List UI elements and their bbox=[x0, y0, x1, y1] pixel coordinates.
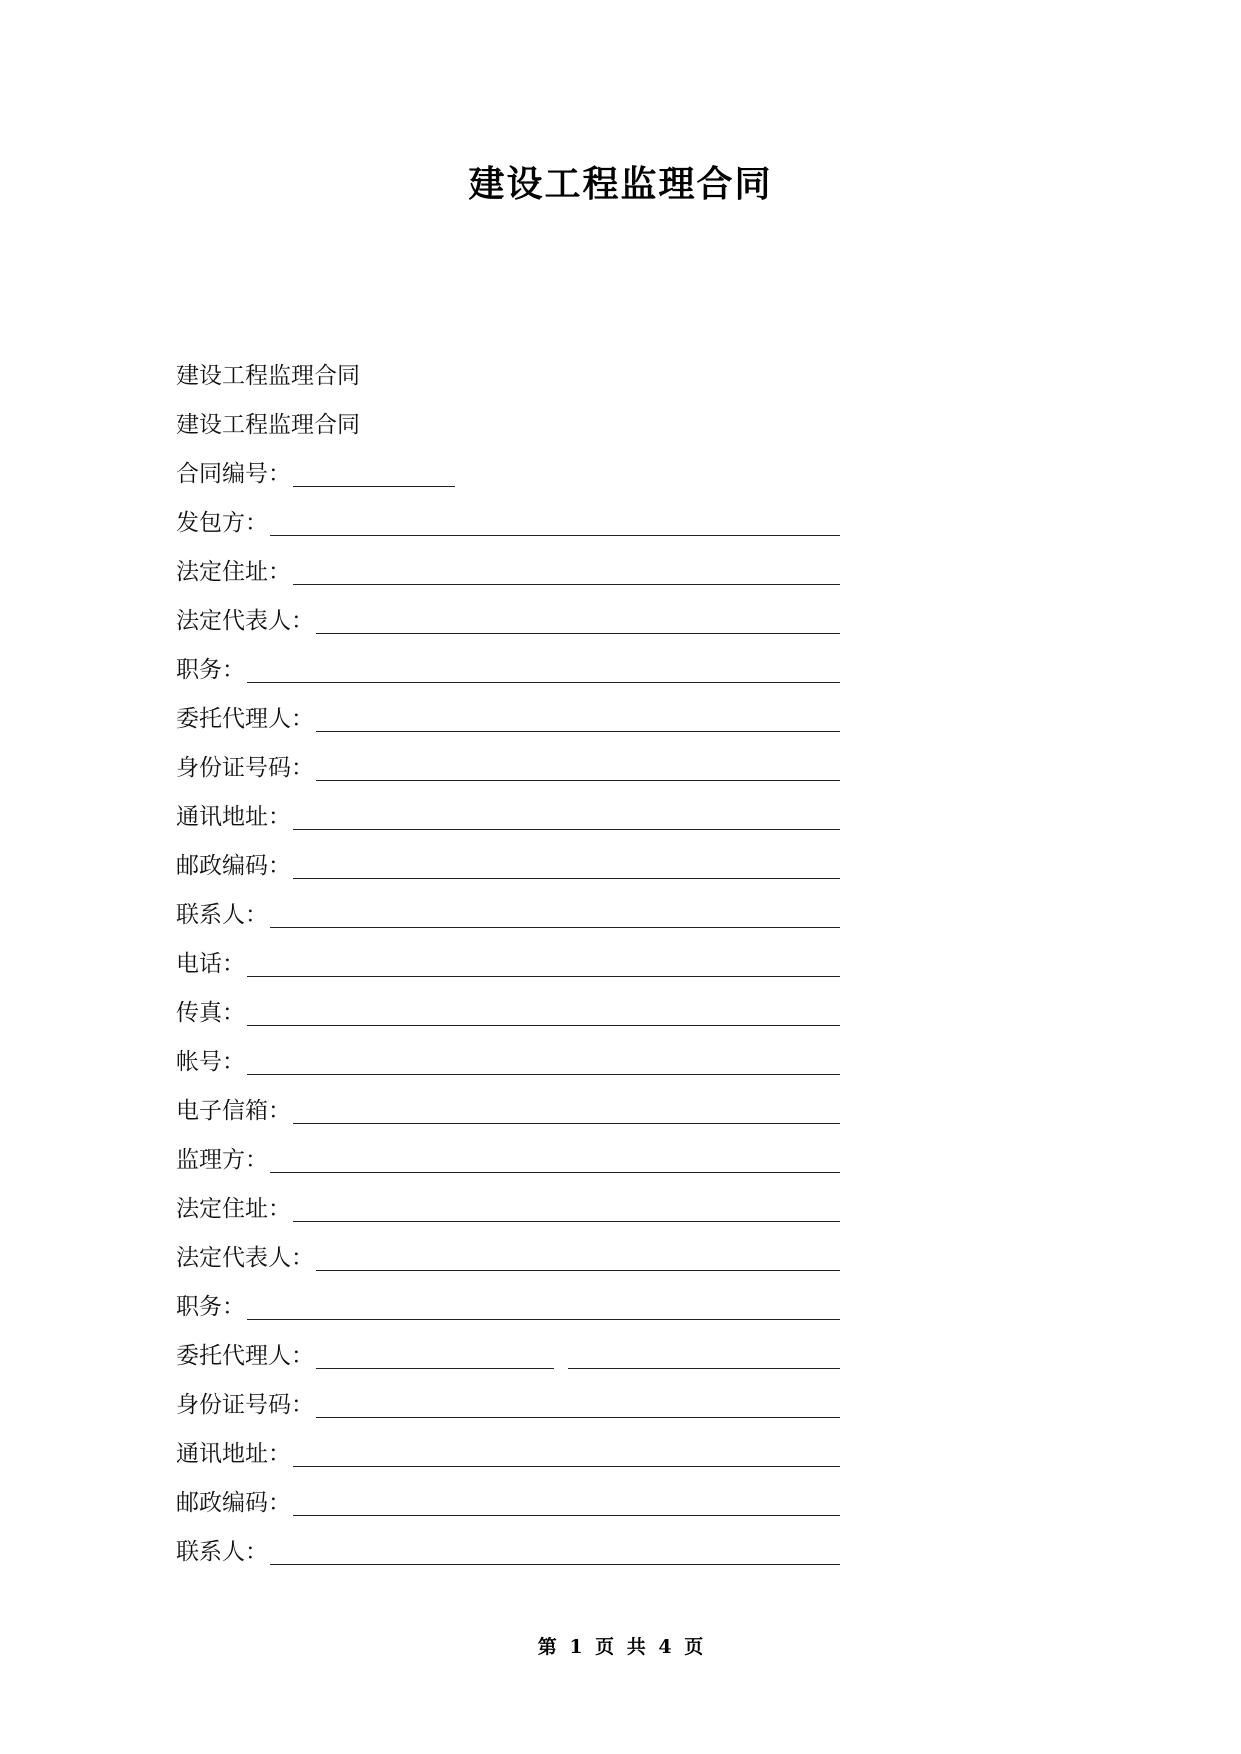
fill-in-blank[interactable] bbox=[247, 976, 840, 977]
form-line-label: 法定代表人： bbox=[176, 608, 314, 634]
form-line bbox=[176, 989, 840, 1038]
fill-in-blank[interactable] bbox=[293, 1123, 840, 1124]
form-line-label: 监理方： bbox=[176, 1147, 268, 1173]
form-lines bbox=[176, 352, 840, 1577]
fill-in-blank[interactable] bbox=[293, 486, 455, 487]
form-line bbox=[176, 548, 840, 597]
fill-in-blank[interactable] bbox=[270, 927, 840, 928]
form-line-label: 法定住址： bbox=[176, 559, 291, 585]
form-line-label: 传真： bbox=[176, 1000, 245, 1026]
form-line bbox=[176, 940, 840, 989]
form-line bbox=[176, 1479, 840, 1528]
form-line-label: 职务： bbox=[176, 657, 245, 683]
form-line bbox=[176, 1234, 840, 1283]
form-line-label: 电话： bbox=[176, 951, 245, 977]
form-line bbox=[176, 1185, 840, 1234]
form-line bbox=[176, 450, 840, 499]
form-line bbox=[176, 842, 840, 891]
fill-in-blank-group bbox=[314, 1344, 840, 1369]
form-line bbox=[176, 793, 840, 842]
form-line-label: 建设工程监理合同 bbox=[176, 412, 360, 438]
form-line-label: 联系人： bbox=[176, 1539, 268, 1565]
form-line-label: 发包方： bbox=[176, 510, 268, 536]
page-footer: 第 1 页 共 4 页 bbox=[537, 1636, 704, 1658]
form-line-label: 职务： bbox=[176, 1294, 245, 1320]
form-line-label: 法定住址： bbox=[176, 1196, 291, 1222]
form-line bbox=[176, 1332, 840, 1381]
form-line bbox=[176, 1136, 840, 1185]
document-title: 建设工程监理合同 bbox=[468, 164, 773, 205]
fill-in-blank[interactable] bbox=[316, 1270, 840, 1271]
form-line-label: 身份证号码： bbox=[176, 1392, 314, 1418]
fill-in-blank[interactable] bbox=[293, 1515, 840, 1516]
form-line-label: 委托代理人： bbox=[176, 706, 314, 732]
fill-in-blank[interactable] bbox=[293, 878, 840, 879]
form-line bbox=[176, 1430, 840, 1479]
fill-in-blank[interactable] bbox=[293, 1221, 840, 1222]
form-line bbox=[176, 695, 840, 744]
form-line bbox=[176, 1283, 840, 1332]
fill-in-blank[interactable] bbox=[293, 584, 840, 585]
fill-in-blank[interactable] bbox=[316, 780, 840, 781]
fill-in-blank[interactable] bbox=[247, 682, 840, 683]
form-line bbox=[176, 744, 840, 793]
fill-in-blank[interactable] bbox=[247, 1319, 840, 1320]
form-line bbox=[176, 1087, 840, 1136]
fill-in-blank[interactable] bbox=[293, 1466, 840, 1467]
form-line-label: 通讯地址： bbox=[176, 1441, 291, 1467]
fill-in-blank[interactable] bbox=[247, 1074, 840, 1075]
form-line-label: 身份证号码： bbox=[176, 755, 314, 781]
form-line-label: 邮政编码： bbox=[176, 1490, 291, 1516]
fill-in-blank[interactable] bbox=[316, 731, 840, 732]
form-line-label: 通讯地址： bbox=[176, 804, 291, 830]
form-line-label: 电子信箱： bbox=[176, 1098, 291, 1124]
fill-in-blank[interactable] bbox=[316, 1417, 840, 1418]
form-line bbox=[176, 352, 840, 401]
fill-in-blank[interactable] bbox=[270, 535, 840, 536]
form-line bbox=[176, 1381, 840, 1430]
fill-in-blank[interactable] bbox=[568, 1368, 840, 1369]
fill-in-blank[interactable] bbox=[293, 829, 840, 830]
form-line bbox=[176, 499, 840, 548]
form-line bbox=[176, 401, 840, 450]
form-line-label: 帐号： bbox=[176, 1049, 245, 1075]
form-line-label: 法定代表人： bbox=[176, 1245, 314, 1271]
form-line-label: 合同编号： bbox=[176, 461, 291, 487]
fill-in-blank[interactable] bbox=[247, 1025, 840, 1026]
form-line-label: 建设工程监理合同 bbox=[176, 363, 360, 389]
fill-in-blank[interactable] bbox=[316, 1368, 554, 1369]
form-line-label: 委托代理人： bbox=[176, 1343, 314, 1369]
form-line-label: 邮政编码： bbox=[176, 853, 291, 879]
form-line bbox=[176, 1528, 840, 1577]
form-line bbox=[176, 891, 840, 940]
fill-in-blank[interactable] bbox=[270, 1172, 840, 1173]
form-line bbox=[176, 1038, 840, 1087]
form-line bbox=[176, 597, 840, 646]
fill-in-blank[interactable] bbox=[270, 1564, 840, 1565]
form-line-label: 联系人： bbox=[176, 902, 268, 928]
fill-in-blank[interactable] bbox=[316, 633, 840, 634]
form-line bbox=[176, 646, 840, 695]
